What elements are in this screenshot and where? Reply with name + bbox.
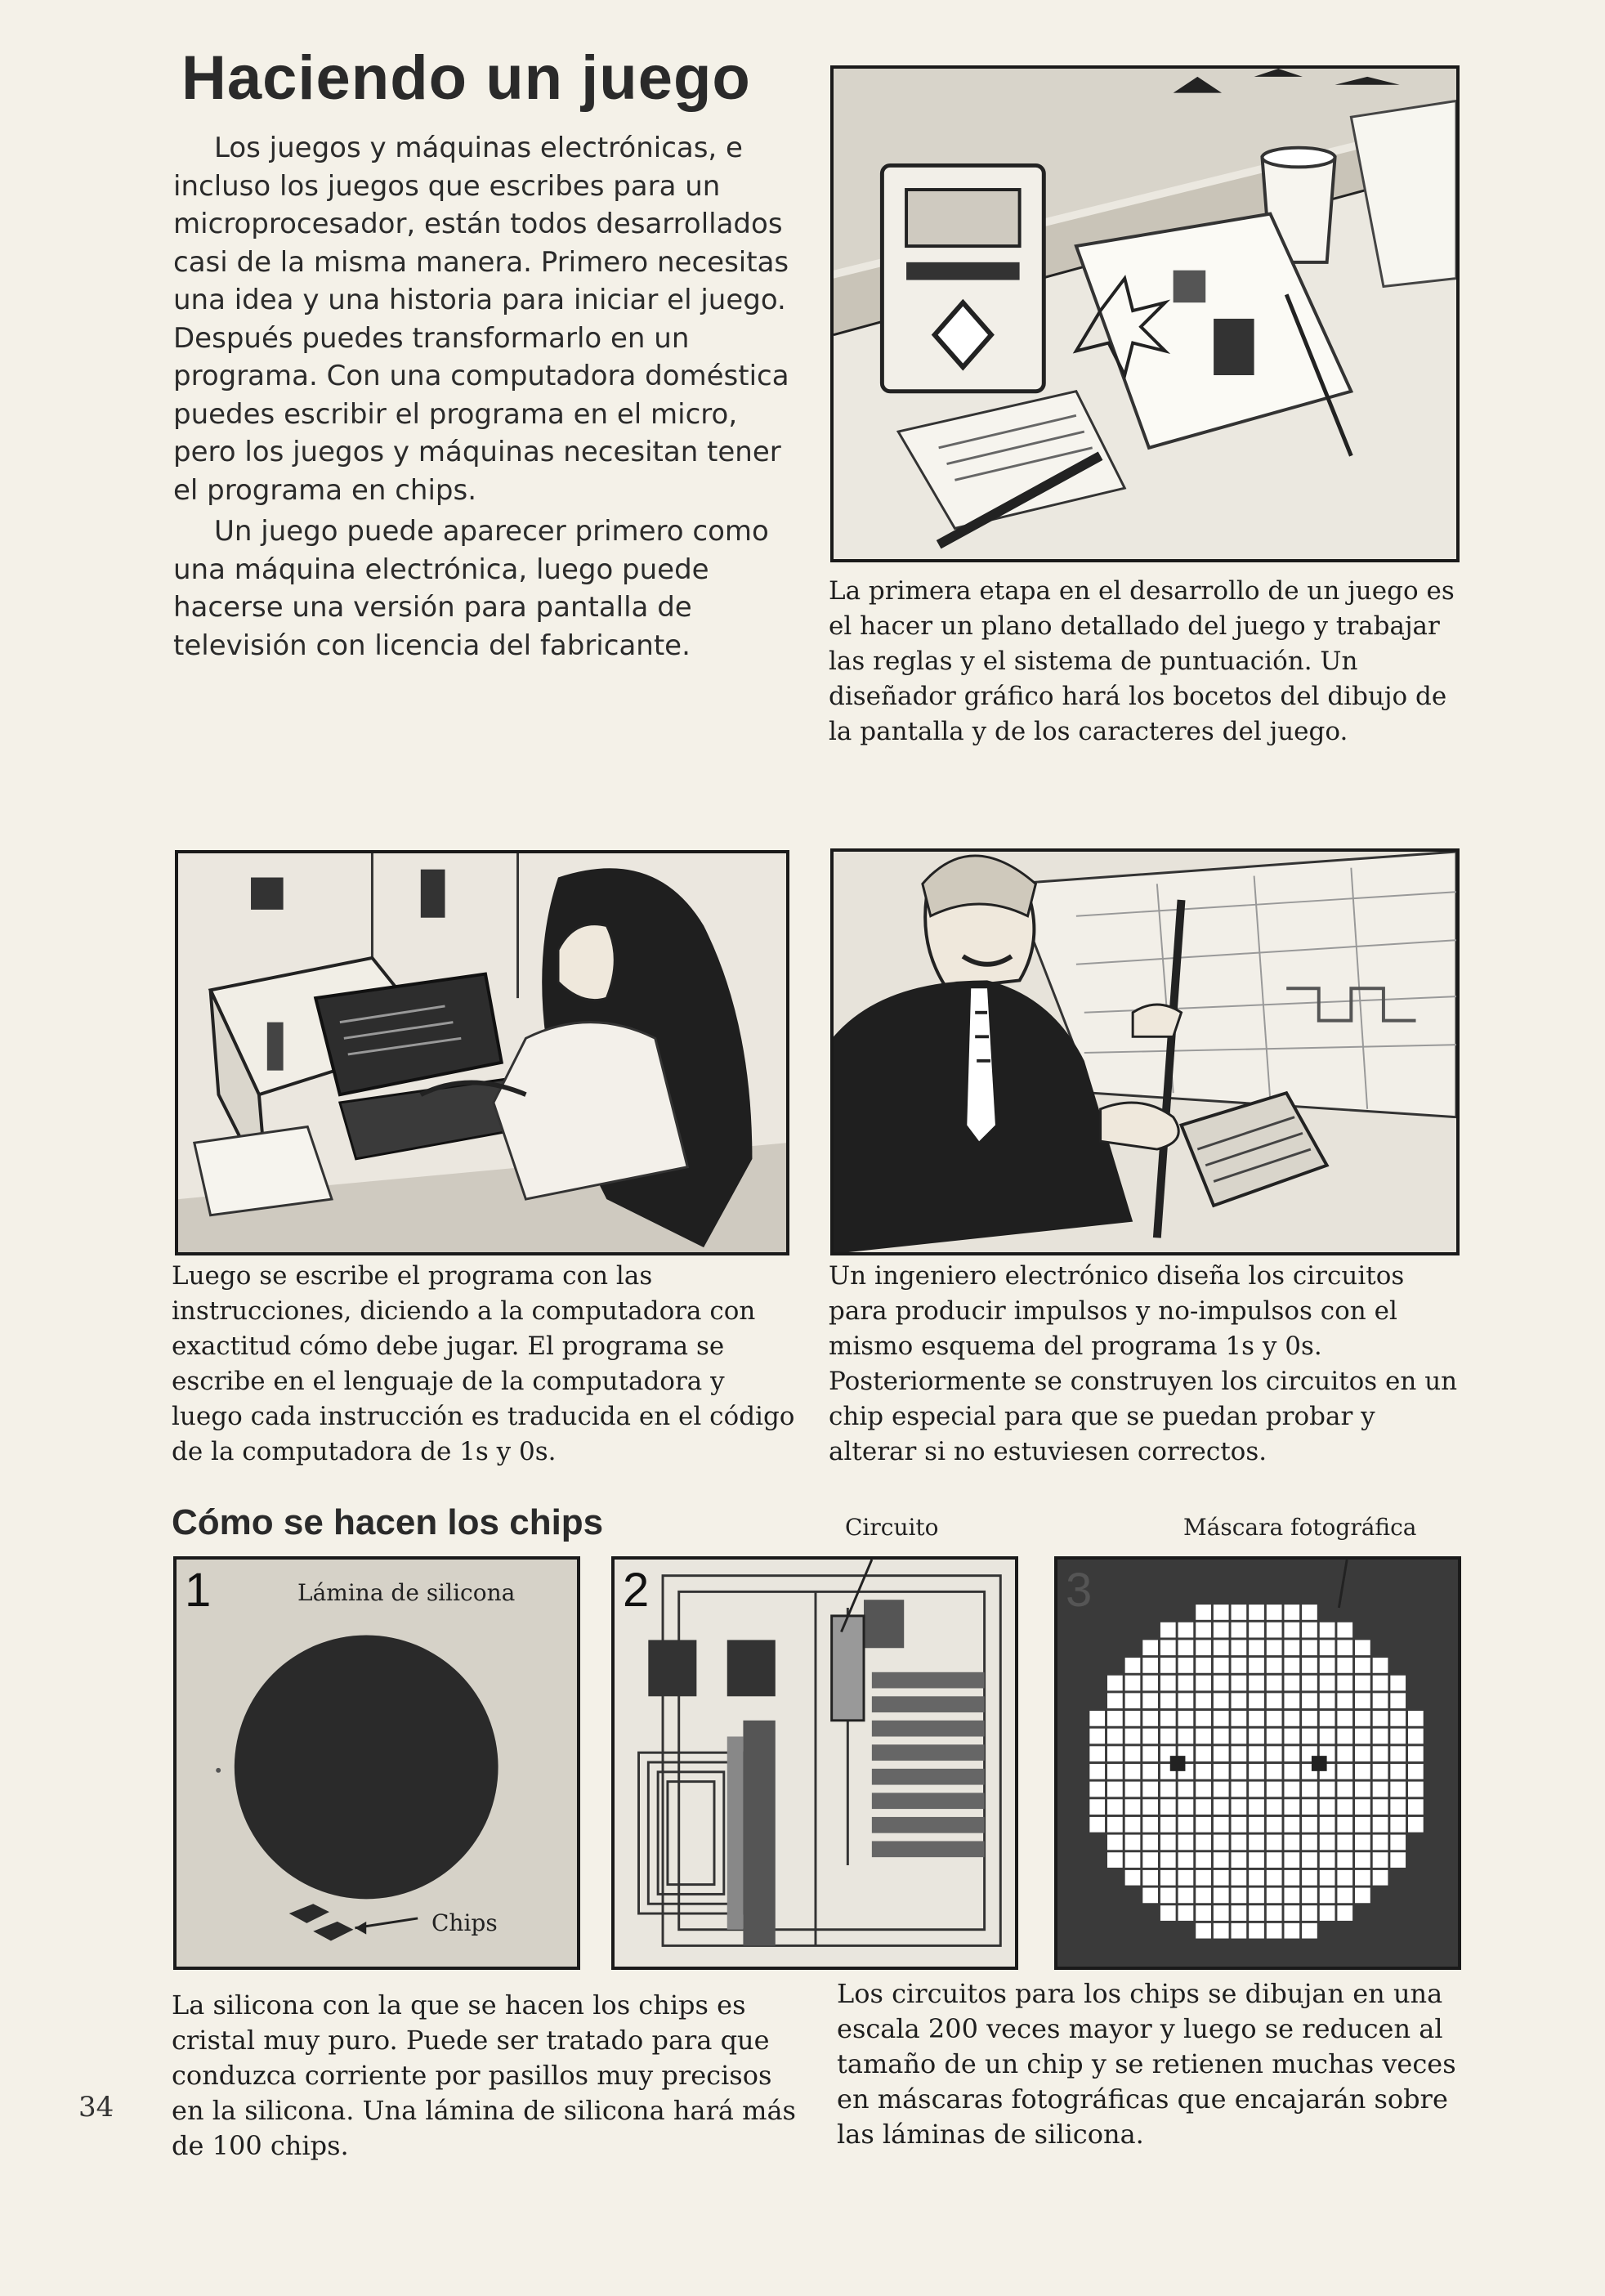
intro-text xyxy=(173,129,802,665)
page-number: 34 xyxy=(78,2091,114,2124)
intro-paragraph-1: Los juegos y máquinas electrónicas, e incluso los juegos que escribes para un microprocesador, están todos desarrollados casi de la misma manera. Primero necesitas una idea y una historia para iniciar el juego. Después puedes transformarlo en un programa. Con una computadora doméstica puedes escribir el programa en el micro, pero los juegos y máquinas necesitan tener el programa en chips. xyxy=(173,132,789,507)
panel-1-number: 1 xyxy=(185,1564,212,1617)
label-circuito: Circuito xyxy=(845,1514,939,1541)
caption-programa: Luego se escribe el programa con las instrucciones, diciendo a la computadora con exactitud cómo debe jugar. El programa se escribe en el lenguaje de la computadora y luego cada instrucción es traducida en el código de la computadora de 1s y 0s. xyxy=(172,1261,795,1466)
panel-2-number: 2 xyxy=(623,1564,650,1617)
label-lamina: Lámina de silicona xyxy=(297,1579,516,1606)
page-title: Haciendo un juego xyxy=(181,43,751,113)
panel-3-number: 3 xyxy=(1066,1564,1093,1617)
illustration-programming xyxy=(175,850,789,1255)
caption-plan: La primera etapa en el desarrollo de un juego es el hacer un plano detallado del juego y trabajar las reglas y el sistema de puntuación. Un diseñador gráfico hará los bocetos del dibujo de la pantalla y de los caracteres del juego. xyxy=(829,576,1455,746)
caption-silicona: La silicona con la que se hacen los chips es cristal muy puro. Puede ser tratado para que conduzca corriente por pasillos muy precisos en la silicona. Una lámina de silicona hará más de 100 chips. xyxy=(172,1989,796,2161)
panel-mask xyxy=(1054,1556,1461,1970)
panel-wafer xyxy=(173,1556,580,1970)
panel-circuit xyxy=(611,1556,1018,1970)
label-mascara: Máscara fotográfica xyxy=(1183,1514,1417,1541)
illustration-engineer xyxy=(830,848,1460,1255)
illustration-design-desk xyxy=(830,65,1460,562)
intro-paragraph-2: Un juego puede aparecer primero como una máquina electrónica, luego puede hacerse una versión para pantalla de televisión con licencia del fabricante. xyxy=(173,515,769,662)
caption-ingeniero: Un ingeniero electrónico diseña los circuitos para producir impulsos y no-impulsos con el mismo esquema del programa 1s y 0s. Posteriormente se construyen los circuitos en un chip especial para que se puedan probar y alterar si no estuviesen correctos. xyxy=(829,1261,1458,1466)
label-chips: Chips xyxy=(431,1909,498,1936)
caption-circuitos: Los circuitos para los chips se dibujan en una escala 200 veces mayor y luego se reducen al tamaño de un chip y se retienen muchas veces en máscaras fotográficas que encajarán sobre las láminas de silicona. xyxy=(837,1978,1456,2150)
section-heading-chips: Cómo se hacen los chips xyxy=(172,1502,604,1542)
